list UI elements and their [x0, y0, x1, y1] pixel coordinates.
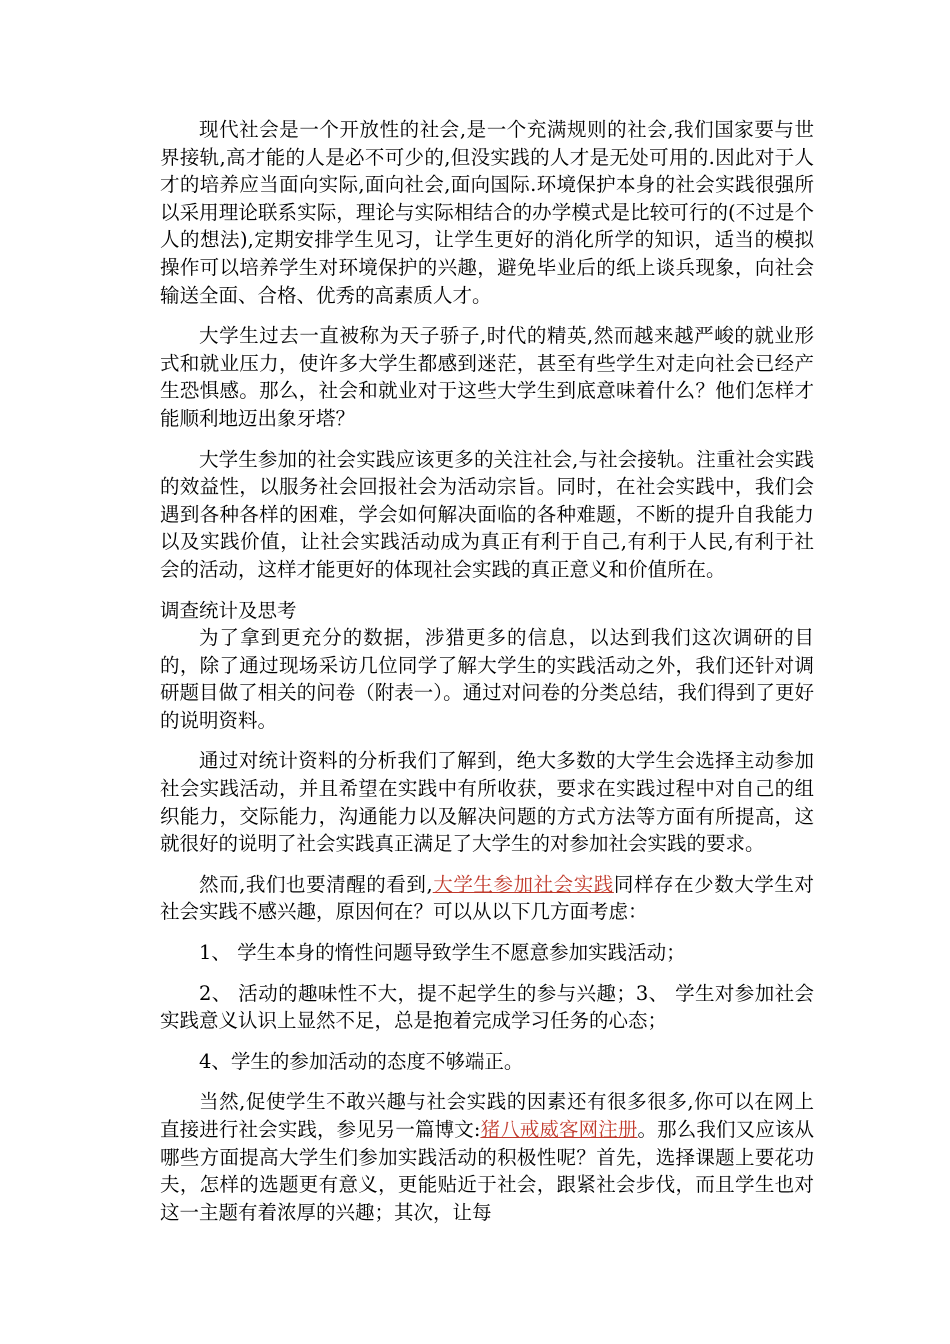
- list-item-reason-1: 1、 学生本身的惰性问题导致学生不愿意参加实践活动；: [199, 941, 686, 965]
- paragraph-intro: 现代社会是一个开放性的社会,是一个充满规则的社会,我们国家要与世界接轨,高才能的人是必不可少的,但没实践的人才是无处可用的.因此对于人才的培养应当面向实际,面向社会,面向国际.环境保护本身的社会实践很强所以采用理论联系实际，理论与实际相结合的办学模式是比较可行的(不过是个人的想法),定期安排学生见习，让学生更好的消化所学的知识，适当的模拟操作可以培养学生对环境保护的兴趣，避免毕业后的纸上谈兵现象，向社会输送全面、合格、优秀的高素质人才。: [160, 118, 814, 307]
- list-item-reason-4: 4、学生的参加活动的态度不够端正。: [199, 1049, 524, 1073]
- paragraph-social-practice: 大学生参加的社会实践应该更多的关注社会,与社会接轨。注重社会实践的效益性，以服务社会回报社会为活动宗旨。同时，在社会实践中，我们会遇到各种各样的困难，学会如何解决面临的各种难题，不断的提升自我能力以及实践价值，让社会实践活动成为真正有利于自己,有利于人民,有利于社会的活动，这样才能更好的体现社会实践的真正意义和价值所在。: [160, 447, 814, 581]
- paragraph-reasons-intro: [160, 871, 814, 926]
- text-segment: 。那么我们又应该从哪些方面提高大学生们参加实践活动的积极性呢？首先，选择课题上要花功夫，怎样的选题更有意义，更能贴近于社会，跟紧社会步伐，而且学生也对这一主题有着浓厚的兴趣；其次，让每: [160, 1118, 814, 1224]
- link-zbj-register[interactable]: 猪八戒威客网注册: [480, 1118, 638, 1141]
- paragraph-final: [160, 1088, 814, 1226]
- paragraph-analysis: 通过对统计资料的分析我们了解到，绝大多数的大学生会选择主动参加社会实践活动，并且希望在实践中有所收获，要求在实践过程中对自己的组织能力，交际能力，沟通能力以及解决问题的方式方法等方面有所提高，这就很好的说明了社会实践真正满足了大学生的对参加社会实践的要求。: [160, 749, 814, 856]
- link-college-practice[interactable]: 大学生参加社会实践: [432, 872, 614, 896]
- text-segment: 同样存在少数大学生对社会实践不感兴趣，原因何在？可以从以下几方面考虑：: [160, 872, 814, 924]
- section-heading: 调查统计及思考: [160, 598, 297, 622]
- text-segment: 然而,我们也要清醒的看到,: [199, 872, 433, 896]
- paragraph-employment: 大学生过去一直被称为天子骄子,时代的精英,然而越来越严峻的就业形式和就业压力，使许多大学生都感到迷茫，甚至有些学生对走向社会已经产生恐惧感。那么，社会和就业对于这些大学生到底意味着什么？他们怎样才能顺利地迈出象牙塔？: [160, 324, 814, 430]
- paragraph-survey: 为了拿到更充分的数据，涉猎更多的信息，以达到我们这次调研的目的，除了通过现场采访几位同学了解大学生的实践活动之外，我们还针对调研题目做了相关的问卷（附表一）。通过对问卷的分类总结，我们得到了更好的说明资料。: [160, 626, 814, 732]
- text-segment: 当然,促使学生不敢兴趣与社会实践的因素还有很多很多,你可以在网上直接进行社会实践，参见另一篇博文:: [160, 1090, 814, 1141]
- list-item-reason-2-3: 2、 活动的趣味性不大，提不起学生的参与兴趣；3、 学生对参加社会实践意义认识上显然不足，总是抱着完成学习任务的心态；: [160, 981, 814, 1033]
- document-page: [160, 116, 814, 1239]
